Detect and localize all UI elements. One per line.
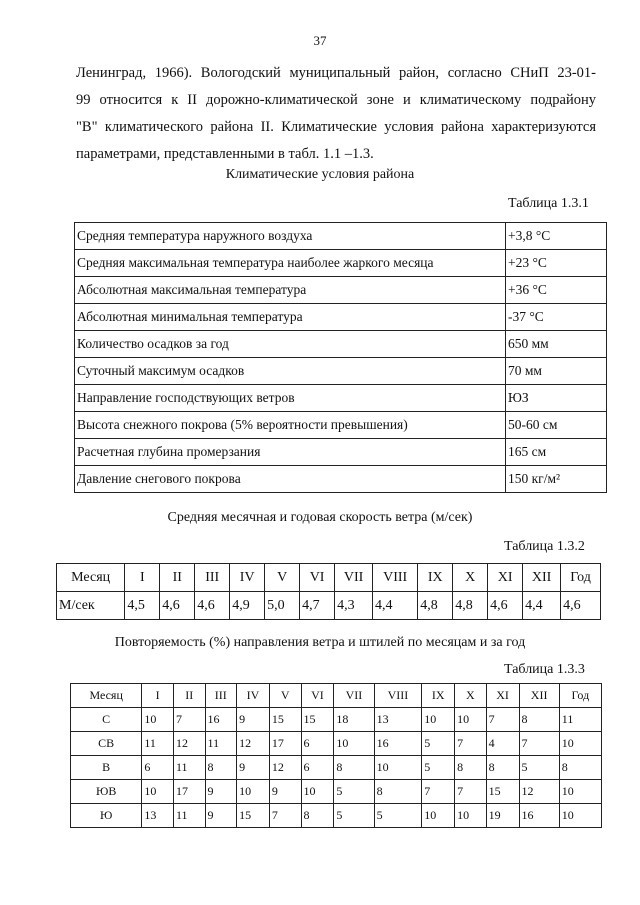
data-cell: 4,6 xyxy=(195,592,230,620)
data-cell: 8 xyxy=(455,756,487,780)
data-cell: 9 xyxy=(269,780,301,804)
data-cell: 4,7 xyxy=(300,592,335,620)
data-cell: 17 xyxy=(173,780,205,804)
header-cell: XI xyxy=(486,684,519,708)
paragraph-line: 99 относится к II дорожно-климатической зоне и климатическому подрайону xyxy=(76,92,596,108)
table-row xyxy=(71,804,602,828)
value-cell: +23 °С xyxy=(506,250,607,277)
parameter-cell: Средняя максимальная температура наиболее жаркого месяца xyxy=(75,250,506,277)
wind-speed-table xyxy=(56,563,601,620)
data-cell: 10 xyxy=(422,804,455,828)
header-cell: I xyxy=(142,684,174,708)
header-cell: XII xyxy=(523,564,561,592)
table-row xyxy=(57,592,601,620)
wind-direction-table xyxy=(70,683,602,828)
header-cell: III xyxy=(195,564,230,592)
table-row xyxy=(75,331,607,358)
parameter-cell: Суточный максимум осадков xyxy=(75,358,506,385)
data-cell: 4,5 xyxy=(125,592,160,620)
data-cell: 15 xyxy=(269,708,301,732)
data-cell: 6 xyxy=(301,756,334,780)
paragraph-line: параметрами, представленными в табл. 1.1 –1.3. xyxy=(76,146,374,162)
table-row xyxy=(75,358,607,385)
data-cell: 12 xyxy=(237,732,270,756)
direction-cell: С xyxy=(71,708,142,732)
header-row xyxy=(57,564,601,592)
data-cell: 4,4 xyxy=(523,592,561,620)
table2-number: Таблица 1.3.2 xyxy=(504,539,585,554)
data-cell: 16 xyxy=(519,804,559,828)
data-cell: 18 xyxy=(334,708,374,732)
table-row xyxy=(71,780,602,804)
table-row xyxy=(71,732,602,756)
table-row xyxy=(75,223,607,250)
page-number: 37 xyxy=(313,33,327,48)
parameter-cell: Абсолютная максимальная температура xyxy=(75,277,506,304)
table3-number: Таблица 1.3.3 xyxy=(504,662,585,677)
parameter-cell: Абсолютная минимальная температура xyxy=(75,304,506,331)
value-cell: +3,8 °С xyxy=(506,223,607,250)
data-cell: 8 xyxy=(374,780,422,804)
data-cell: 5 xyxy=(519,756,559,780)
data-cell: 7 xyxy=(173,708,205,732)
header-cell: Месяц xyxy=(57,564,125,592)
data-cell: 12 xyxy=(519,780,559,804)
table-row xyxy=(75,304,607,331)
data-cell: 8 xyxy=(205,756,237,780)
data-cell: 6 xyxy=(301,732,334,756)
value-cell: 70 мм xyxy=(506,358,607,385)
data-cell: 5 xyxy=(374,804,422,828)
data-cell: 11 xyxy=(173,804,205,828)
data-cell: 4 xyxy=(486,732,519,756)
header-cell: Месяц xyxy=(71,684,142,708)
data-cell: 10 xyxy=(237,780,270,804)
parameter-cell: Направление господствующих ветров xyxy=(75,385,506,412)
data-cell: 5 xyxy=(422,756,455,780)
data-cell: 10 xyxy=(559,732,601,756)
direction-cell: ЮВ xyxy=(71,780,142,804)
header-cell: IV xyxy=(230,564,265,592)
header-cell: X xyxy=(455,684,487,708)
data-cell: 10 xyxy=(559,780,601,804)
header-cell: II xyxy=(160,564,195,592)
data-cell: 4,9 xyxy=(230,592,265,620)
table1-number: Таблица 1.3.1 xyxy=(508,196,589,211)
table-row xyxy=(75,277,607,304)
data-cell: 4,4 xyxy=(373,592,418,620)
data-cell: 7 xyxy=(455,780,487,804)
parameter-cell: Давление снегового покрова xyxy=(75,466,506,493)
data-cell: 10 xyxy=(374,756,422,780)
data-cell: 10 xyxy=(334,732,374,756)
data-cell: 11 xyxy=(142,732,174,756)
data-cell: 10 xyxy=(455,804,487,828)
table3-caption: Повторяемость (%) направления ветра и штилей по месяцам и за год xyxy=(114,635,526,650)
data-cell: 8 xyxy=(519,708,559,732)
header-cell: XII xyxy=(519,684,559,708)
data-cell: 4,6 xyxy=(561,592,601,620)
data-cell: 8 xyxy=(334,756,374,780)
header-cell: VII xyxy=(334,684,374,708)
paragraph-line: "В" климатического района II. Климатические условия района характеризуются xyxy=(76,119,596,135)
data-cell: 15 xyxy=(301,708,334,732)
data-cell: 7 xyxy=(486,708,519,732)
data-cell: 16 xyxy=(374,732,422,756)
data-cell: 6 xyxy=(142,756,174,780)
data-cell: 7 xyxy=(422,780,455,804)
table1-caption: Климатические условия района xyxy=(225,167,415,182)
data-cell: 9 xyxy=(237,756,270,780)
data-cell: 4,8 xyxy=(418,592,453,620)
data-cell: 8 xyxy=(486,756,519,780)
data-cell: 10 xyxy=(455,708,487,732)
data-cell: 4,6 xyxy=(160,592,195,620)
direction-cell: Ю xyxy=(71,804,142,828)
data-cell: 11 xyxy=(205,732,237,756)
header-cell: IX xyxy=(418,564,453,592)
header-cell: VI xyxy=(301,684,334,708)
header-cell: X xyxy=(453,564,488,592)
header-cell: V xyxy=(265,564,300,592)
table-row xyxy=(75,439,607,466)
body-paragraph xyxy=(76,60,596,168)
data-cell: 11 xyxy=(559,708,601,732)
parameter-cell: Расчетная глубина промерзания xyxy=(75,439,506,466)
parameter-cell: Высота снежного покрова (5% вероятности превышения) xyxy=(75,412,506,439)
data-cell: 8 xyxy=(301,804,334,828)
table-row xyxy=(75,385,607,412)
parameter-cell: Количество осадков за год xyxy=(75,331,506,358)
table2-caption: Средняя месячная и годовая скорость ветра (м/сек) xyxy=(167,510,473,525)
data-cell: 5,0 xyxy=(265,592,300,620)
data-cell: 10 xyxy=(301,780,334,804)
header-cell: VI xyxy=(300,564,335,592)
table-row xyxy=(71,708,602,732)
value-cell: 150 кг/м² xyxy=(506,466,607,493)
table-row xyxy=(75,412,607,439)
data-cell: 10 xyxy=(142,708,174,732)
data-cell: 9 xyxy=(205,804,237,828)
data-cell: 7 xyxy=(455,732,487,756)
table-row xyxy=(71,756,602,780)
header-cell: III xyxy=(205,684,237,708)
header-cell: VIII xyxy=(374,684,422,708)
data-cell: 17 xyxy=(269,732,301,756)
header-cell: IX xyxy=(422,684,455,708)
value-cell: ЮЗ xyxy=(506,385,607,412)
data-cell: 7 xyxy=(269,804,301,828)
paragraph-line: Ленинград, 1966). Вологодский муниципальный район, согласно СНиП 23-01- xyxy=(76,65,596,81)
data-cell: 10 xyxy=(422,708,455,732)
header-cell: IV xyxy=(237,684,270,708)
data-cell: 5 xyxy=(334,780,374,804)
header-row xyxy=(71,684,602,708)
table-row xyxy=(75,466,607,493)
header-cell: VIII xyxy=(373,564,418,592)
value-cell: -37 °С xyxy=(506,304,607,331)
data-cell: 4,3 xyxy=(335,592,373,620)
data-cell: 16 xyxy=(205,708,237,732)
header-cell: V xyxy=(269,684,301,708)
data-cell: 13 xyxy=(142,804,174,828)
header-cell: VII xyxy=(335,564,373,592)
direction-cell: СВ xyxy=(71,732,142,756)
direction-cell: В xyxy=(71,756,142,780)
data-cell: 10 xyxy=(142,780,174,804)
header-cell: XI xyxy=(488,564,523,592)
header-cell: II xyxy=(173,684,205,708)
data-cell: 9 xyxy=(205,780,237,804)
header-cell: Год xyxy=(559,684,601,708)
value-cell: 650 мм xyxy=(506,331,607,358)
data-cell: 15 xyxy=(237,804,270,828)
data-cell: 8 xyxy=(559,756,601,780)
data-cell: 5 xyxy=(334,804,374,828)
data-cell: 4,8 xyxy=(453,592,488,620)
header-cell: Год xyxy=(561,564,601,592)
table-row xyxy=(75,250,607,277)
parameter-cell: Средняя температура наружного воздуха xyxy=(75,223,506,250)
value-cell: +36 °С xyxy=(506,277,607,304)
data-cell: 5 xyxy=(422,732,455,756)
data-cell: 11 xyxy=(173,756,205,780)
value-cell: 50-60 см xyxy=(506,412,607,439)
header-cell: I xyxy=(125,564,160,592)
data-cell: 10 xyxy=(559,804,601,828)
data-cell: 19 xyxy=(486,804,519,828)
data-cell: 15 xyxy=(486,780,519,804)
data-cell: М/сек xyxy=(57,592,125,620)
value-cell: 165 см xyxy=(506,439,607,466)
climate-table xyxy=(74,222,607,493)
data-cell: 9 xyxy=(237,708,270,732)
data-cell: 12 xyxy=(173,732,205,756)
data-cell: 12 xyxy=(269,756,301,780)
data-cell: 4,6 xyxy=(488,592,523,620)
data-cell: 7 xyxy=(519,732,559,756)
data-cell: 13 xyxy=(374,708,422,732)
